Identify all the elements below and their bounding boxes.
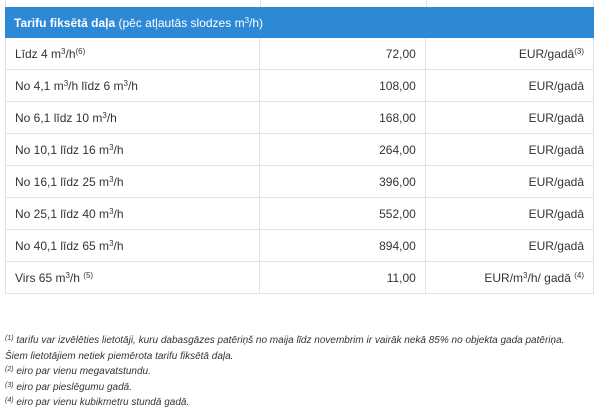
unit-cell: EUR/gadā xyxy=(425,198,593,230)
price-cell: 168,00 xyxy=(259,102,425,134)
unit-cell: EUR/gadā xyxy=(425,230,593,262)
price-cell: 894,00 xyxy=(259,230,425,262)
table-row xyxy=(6,166,594,198)
column-divider xyxy=(260,0,261,7)
footnote: $^{(1)}$ tarifu var izvēlēties lietotāji, kuru dabasgāzes patēriņš no maija līdz novembrim ir vairāk nekā 85% no objekta gada patēriņa. xyxy=(5,335,565,346)
table-row xyxy=(6,70,594,102)
price-cell: 72,00 xyxy=(259,38,425,70)
tariff-fixed-part-table xyxy=(5,7,594,294)
range-cell: No 25,1 līdz 40 $m^3/h$ xyxy=(6,198,260,230)
subtitle-sup: 3 xyxy=(244,15,250,25)
range-cell: No 16,1 līdz 25 $m^3/h$ xyxy=(6,166,260,198)
footnote-ref: (5) xyxy=(83,270,94,280)
table-header xyxy=(6,8,594,38)
unit-cell: EUR/gadā xyxy=(425,134,593,166)
unit-cell: EUR/$m^3/h/$ gadā $^{(4)}$ xyxy=(425,262,593,294)
footnote: $^{(3)}$ eiro par pieslēgumu gadā. xyxy=(5,381,132,393)
price-cell: 264,00 xyxy=(259,134,425,166)
footnote-ref: (3) xyxy=(574,46,584,56)
price-cell: 396,00 xyxy=(259,166,425,198)
table-row xyxy=(6,38,594,70)
unit-cell: EUR/gadā xyxy=(425,70,593,102)
price-cell: 108,00 xyxy=(259,70,425,102)
footnote: $^{(4)}$ eiro par vienu kubikmetru stundā gadā. xyxy=(5,397,190,408)
range-cell: No 4,1 $m^3/h$ līdz 6 $m^3/h$ xyxy=(6,70,260,102)
table-header-subtitle xyxy=(119,16,264,30)
column-divider xyxy=(426,0,427,7)
price-cell: 11,00 xyxy=(259,262,425,294)
unit-cell: EUR/gadā$^{(3)}$ xyxy=(425,38,593,70)
table-row xyxy=(6,262,594,294)
price-cell: 552,00 xyxy=(259,198,425,230)
range-cell: No 40,1 līdz 65 $m^3/h$ xyxy=(6,230,260,262)
footnote-ref: (4) xyxy=(574,270,584,280)
table-header-title: Tarifu fiksētā daļa xyxy=(14,15,116,30)
footnote-ref: (6) xyxy=(75,46,86,56)
range-cell: No 6,1 līdz 10 $m^3/h$ xyxy=(6,102,260,134)
previous-table-edge xyxy=(5,0,594,7)
range-cell: No 10,1 līdz 16 $m^3/h$ xyxy=(6,134,260,166)
range-cell: Virs 65 $m^3/h$ $^{(5)}$ xyxy=(6,262,260,294)
table-row xyxy=(6,198,594,230)
table-row xyxy=(6,102,594,134)
footnote: $^{(2)}$ eiro par vienu megavatstundu. xyxy=(5,366,151,377)
footnote: Šiem lietotājiem netiek piemērota tarifu fiksētā daļa. xyxy=(5,350,234,362)
table-header-row xyxy=(6,8,594,38)
unit-cell: EUR/gadā xyxy=(425,102,593,134)
table-row xyxy=(6,134,594,166)
footnotes xyxy=(5,333,595,411)
subtitle-text: (pēc atļautās slodzes m xyxy=(118,15,245,30)
table-row xyxy=(6,230,594,262)
subtitle-text-end: /h) xyxy=(249,15,264,30)
unit-cell: EUR/gadā xyxy=(425,166,593,198)
range-cell: Līdz 4 $m^3/h^{(6)}$ xyxy=(6,38,260,70)
